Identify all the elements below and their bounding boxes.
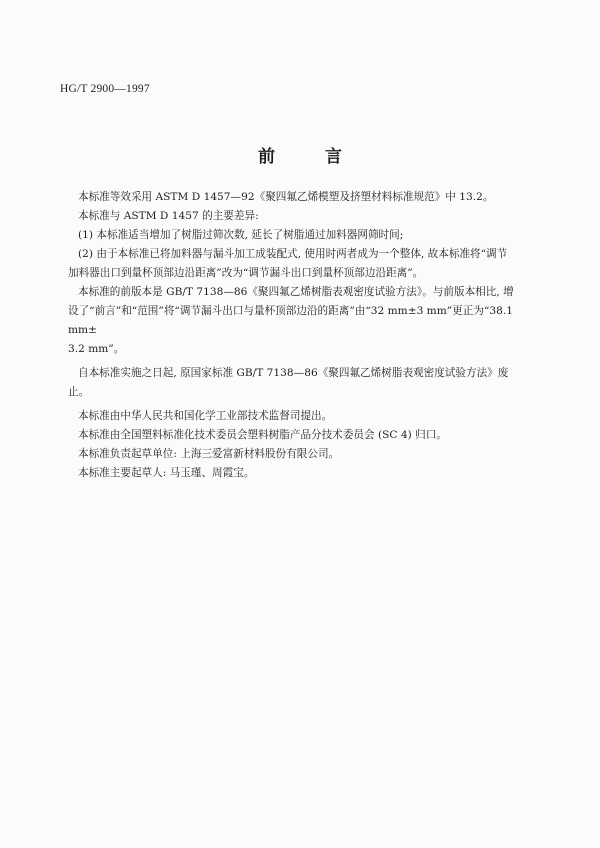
paragraph-adoption: 本标准等效采用 ASTM D 1457—92《聚四氟乙烯模塑及挤塑材料标准规范》中 13.2。 (78, 191, 494, 203)
paragraph-drafting-unit: 本标准负责起草单位: 上海三爱富新材料股份有限公司。 (78, 448, 340, 460)
paragraph-previous-version-line3: 3.2 mm”。 (68, 343, 125, 355)
preface-body (68, 188, 526, 483)
paragraph-supersede-line1: 自本标准实施之日起, 原国家标准 GB/T 7138—86《聚四氟乙烯树脂表观密度试验方法》废 (78, 367, 509, 379)
paragraph-differences-intro: 本标准与 ASTM D 1457 的主要差异: (78, 210, 259, 222)
paragraph-proposed-by: 本标准由中华人民共和国化学工业部技术监督司提出。 (78, 410, 333, 422)
paragraph-drafters: 本标准主要起草人: 马玉瑾、周霞宝。 (78, 467, 255, 479)
paragraph-difference-1: (1) 本标准适当增加了树脂过筛次数, 延长了树脂通过加料器网筛时间; (78, 229, 404, 241)
paragraph-managed-by: 本标准由全国塑料标准化技术委员会塑料树脂产品分技术委员会 (SC 4) 归口。 (78, 429, 447, 441)
standard-code: HG/T 2900—1997 (60, 83, 150, 95)
paragraph-supersede-line2: 止。 (68, 386, 90, 398)
page-title: 前 言 (258, 147, 364, 167)
paragraph-previous-version-line2: 设了“前言”和“范围”将“调节漏斗出口与量杯顶部边沿的距离”由“32 mm±3 mm”更正为“38.1 mm± (68, 305, 513, 336)
paragraph-previous-version-line1: 本标准的前版本是 GB/T 7138—86《聚四氟乙烯树脂表观密度试验方法》。与前版本相比, 增 (78, 286, 514, 298)
paragraph-difference-2-line1: (2) 由于本标准已将加料器与漏斗加工成装配式, 使用时两者成为一个整体, 故本标准将“调节 (78, 248, 508, 260)
paragraph-difference-2-line2: 加料器出口到量杯顶部边沿距离”改为“调节漏斗出口到量杯顶部边沿距离”。 (68, 267, 424, 279)
